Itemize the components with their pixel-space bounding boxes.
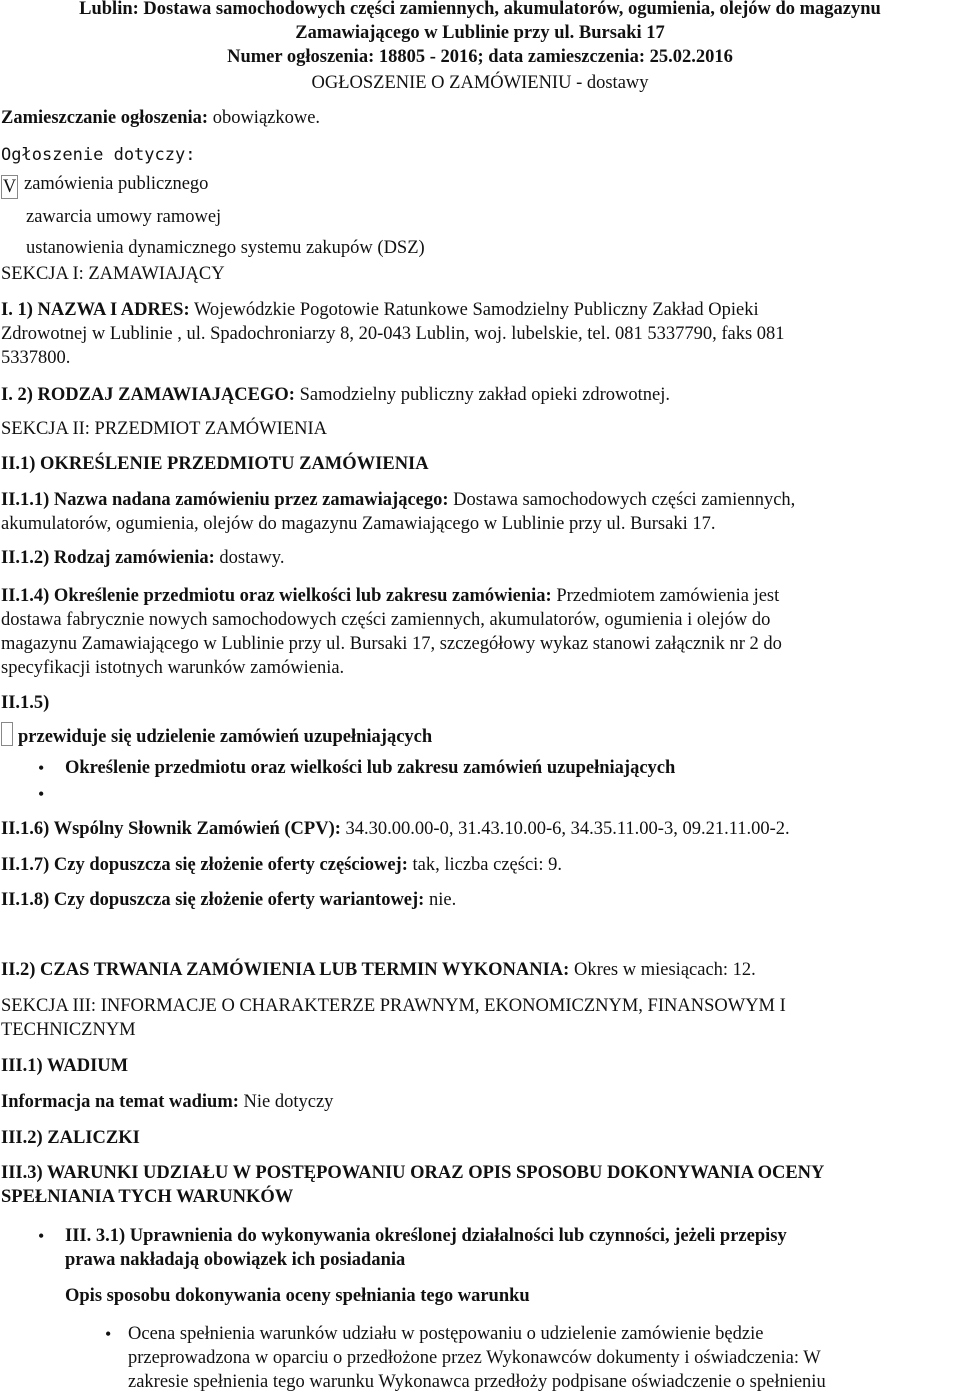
method-line-1: Ocena spełnienia warunków udziału w postępowaniu o udzielenie zamówienie będzie xyxy=(128,1324,764,1344)
conditions-heading-line-2: SPEŁNIANIA TYCH WARUNKÓW xyxy=(1,1187,294,1207)
variant-offer-value: nie. xyxy=(428,890,457,910)
concerns-option-dps: ustanowienia dynamicznego systemu zakupów (DSZ) xyxy=(26,238,425,258)
contract-name-line-1 xyxy=(1,488,959,512)
concerns-option-public xyxy=(1,172,959,199)
contract-kind xyxy=(1,546,959,570)
cpv-label: II.1.6) Wspólny Słownik Zamówień (CPV): xyxy=(1,819,341,839)
bullet-icon: • xyxy=(38,784,45,804)
contract-kind-label: II.1.2) Rodzaj zamówienia: xyxy=(1,548,215,568)
wadium-info-label: Informacja na temat wadium: xyxy=(1,1092,239,1112)
checkbox-unchecked xyxy=(1,722,13,746)
posting-value: obowiązkowe. xyxy=(212,108,321,128)
cpv-line xyxy=(1,817,959,841)
section-1-title: SEKCJA I: ZAMAWIAJĄCY xyxy=(1,264,225,284)
concerns-label: Ogłoszenie dotyczy: xyxy=(1,145,196,165)
section-1-name-line-2: Zdrowotnej w Lublinie , ul. Spadochroniarzy 8, 20-043 Lublin, woj. lubelskie, tel. 081 5337790, faks 081 xyxy=(1,324,785,344)
method-line-3: zakresie spełnienia tego warunku Wykonawca przedłoży podpisane oświadczenie o spełnieniu xyxy=(128,1372,826,1392)
bullet-icon: • xyxy=(38,1226,45,1246)
contracting-type-value: Samodzielny publiczny zakład opieki zdrowotnej. xyxy=(299,385,670,405)
duration-value: Okres w miesiącach: 12. xyxy=(573,960,756,980)
name-address-label: I. 1) NAZWA I ADRES: xyxy=(1,300,190,320)
section-1-name-line-3: 5337800. xyxy=(1,348,71,368)
concerns-option-framework: zawarcia umowy ramowej xyxy=(26,207,222,227)
wadium-info-value: Nie dotyczy xyxy=(243,1092,334,1112)
header-notice-type: OGŁOSZENIE O ZAMÓWIENIU - dostawy xyxy=(311,73,649,93)
header-announcement-number: Numer ogłoszenia: 18805 - 2016; data zamieszczenia: 25.02.2016 xyxy=(227,47,733,67)
checkbox-checked: V xyxy=(2,177,17,197)
contract-name-label: II.1.1) Nazwa nadana zamówieniu przez zamawiającego: xyxy=(1,490,449,510)
supplementary-option xyxy=(1,722,959,749)
partial-offer-label: II.1.7) Czy dopuszcza się złożenie oferty częściowej: xyxy=(1,855,408,875)
wadium-heading: III.1) WADIUM xyxy=(1,1056,129,1076)
contract-name-line-2: akumulatorów, ogumienia, olejów do magazynu Zamawiającego w Lublinie przy ul. Bursaki 17. xyxy=(1,514,716,534)
supplementary-label: przewiduje się udzielenie zamówień uzupełniających xyxy=(18,727,433,747)
section-2-title: SEKCJA II: PRZEDMIOT ZAMÓWIENIA xyxy=(1,419,327,439)
section-3-title-line-2: TECHNICZNYM xyxy=(1,1020,136,1040)
variant-offer-label: II.1.8) Czy dopuszcza się złożenie oferty wariantowej: xyxy=(1,890,425,910)
permissions-line-1: III. 3.1) Uprawnienia do wykonywania określonej działalności lub czynności, jeżeli przepisy xyxy=(65,1226,787,1246)
contract-desc-line-3: magazynu Zamawiającego w Lublinie przy ul. Bursaki 17, szczegółowy wykaz stanowi załącznik nr 2 do xyxy=(1,634,782,654)
contract-desc-line-4: specyfikacji istotnych warunków zamówienia. xyxy=(1,658,345,678)
name-address-value: Wojewódzkie Pogotowie Ratunkowe Samodzielny Publiczny Zakład Opieki xyxy=(193,300,759,320)
advances-heading: III.2) ZALICZKI xyxy=(1,1128,140,1148)
contract-name-value: Dostawa samochodowych części zamiennych, xyxy=(453,490,796,510)
concerns-option-label: zamówienia publicznego xyxy=(24,174,209,194)
variant-offer-line xyxy=(1,888,959,912)
bullet-icon: • xyxy=(38,758,45,778)
duration-line xyxy=(1,958,959,982)
ii-1-5-label: II.1.5) xyxy=(1,693,50,713)
supplementary-bullet: Określenie przedmiotu oraz wielkości lub zakresu zamówień uzupełniających xyxy=(65,758,676,778)
duration-label: II.2) CZAS TRWANIA ZAMÓWIENIA LUB TERMIN WYKONANIA: xyxy=(1,960,570,980)
section-1-type xyxy=(1,383,959,407)
contract-desc-line-1 xyxy=(1,584,959,608)
section-2-subtitle: II.1) OKREŚLENIE PRZEDMIOTU ZAMÓWIENIA xyxy=(1,454,429,474)
conditions-heading-line-1: III.3) WARUNKI UDZIAŁU W POSTĘPOWANIU ORAZ OPIS SPOSOBU DOKONYWANIA OCENY xyxy=(1,1163,825,1183)
contract-desc-line-2: dostawa fabrycznie nowych samochodowych części zamiennych, akumulatorów, ogumienia i olejów do xyxy=(1,610,771,630)
contract-desc-value: Przedmiotem zamówienia jest xyxy=(556,586,780,606)
cpv-value: 34.30.00.00-0, 31.43.10.00-6, 34.35.11.00-3, 09.21.11.00-2. xyxy=(345,819,790,839)
method-title: Opis sposobu dokonywania oceny spełniania tego warunku xyxy=(65,1286,530,1306)
contract-kind-value: dostawy. xyxy=(219,548,285,568)
header-title-line-1: Lublin: Dostawa samochodowych części zamiennych, akumulatorów, ogumienia, olejów do magazynu xyxy=(79,0,881,19)
posting-label: Zamieszczanie ogłoszenia: xyxy=(1,108,209,128)
wadium-info xyxy=(1,1090,959,1114)
section-1-name-line-1 xyxy=(1,298,959,322)
section-3-title-line-1: SEKCJA III: INFORMACJE O CHARAKTERZE PRAWNYM, EKONOMICZNYM, FINANSOWYM I xyxy=(1,996,786,1016)
permissions-line-2: prawa nakładają obowiązek ich posiadania xyxy=(65,1250,406,1270)
contract-desc-label: II.1.4) Określenie przedmiotu oraz wielkości lub zakresu zamówienia: xyxy=(1,586,552,606)
bullet-icon: • xyxy=(105,1324,112,1344)
posting-line xyxy=(1,106,959,130)
header-title-line-2: Zamawiającego w Lublinie przy ul. Bursaki 17 xyxy=(295,23,665,43)
contracting-type-label: I. 2) RODZAJ ZAMAWIAJĄCEGO: xyxy=(1,385,295,405)
partial-offer-value: tak, liczba części: 9. xyxy=(412,855,562,875)
method-line-2: przeprowadzona w oparciu o przedłożone przez Wykonawców dokumenty i oświadczenia: W xyxy=(128,1348,821,1368)
partial-offer-line xyxy=(1,853,959,877)
